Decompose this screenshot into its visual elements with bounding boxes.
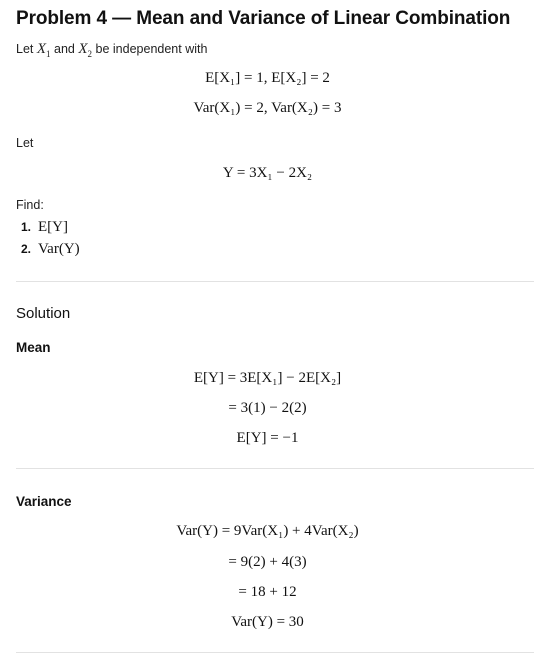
mean-line-1: E[Y] = 3E[X₁] − 2E[X₂] [193,370,342,386]
y-definition: Y = 3X₁ − 2X₂ [222,165,313,181]
find-item-number: 1. [21,220,32,234]
variance-line-1: Var(Y) = 9Var(X₁) + 4Var(X₂) [176,523,359,539]
mean-line-3: E[Y] = −1 [236,430,299,446]
var-x2: $X_2$ [78,41,93,59]
variance-line-4: Var(Y) = 30 [231,614,304,630]
find-item-1 [21,219,68,236]
intro-suffix: be independent with [95,42,208,56]
divider [16,281,534,282]
variance-line-2: = 9(2) + 4(3) [228,554,307,570]
given-expectations: E[X₁] = 1, E[X₂] = 2 [205,70,330,86]
intro-sentence [16,41,207,59]
page-title: Problem 4 — Mean and Variance of Linear Combination [16,8,511,29]
var-x1: $X_1$ [36,41,51,59]
find-item-2 [21,241,80,258]
divider [16,652,534,653]
solution-heading: Solution [16,305,71,322]
find-item-expr: Var(Y) [38,241,80,257]
given-variances: Var(X₁) = 2, Var(X₂) = 3 [193,100,342,116]
let-label: Let [16,136,34,150]
variance-line-3: = 18 + 12 [238,584,297,600]
mean-line-2: = 3(1) − 2(2) [228,400,307,416]
intro-prefix: Let [16,42,34,56]
find-label: Find: [16,198,44,212]
mean-heading: Mean [16,340,51,355]
intro-and: and [54,42,75,56]
find-item-expr: E[Y] [38,219,69,235]
variance-heading: Variance [16,494,72,509]
find-item-number: 2. [21,242,32,256]
divider [16,468,534,469]
